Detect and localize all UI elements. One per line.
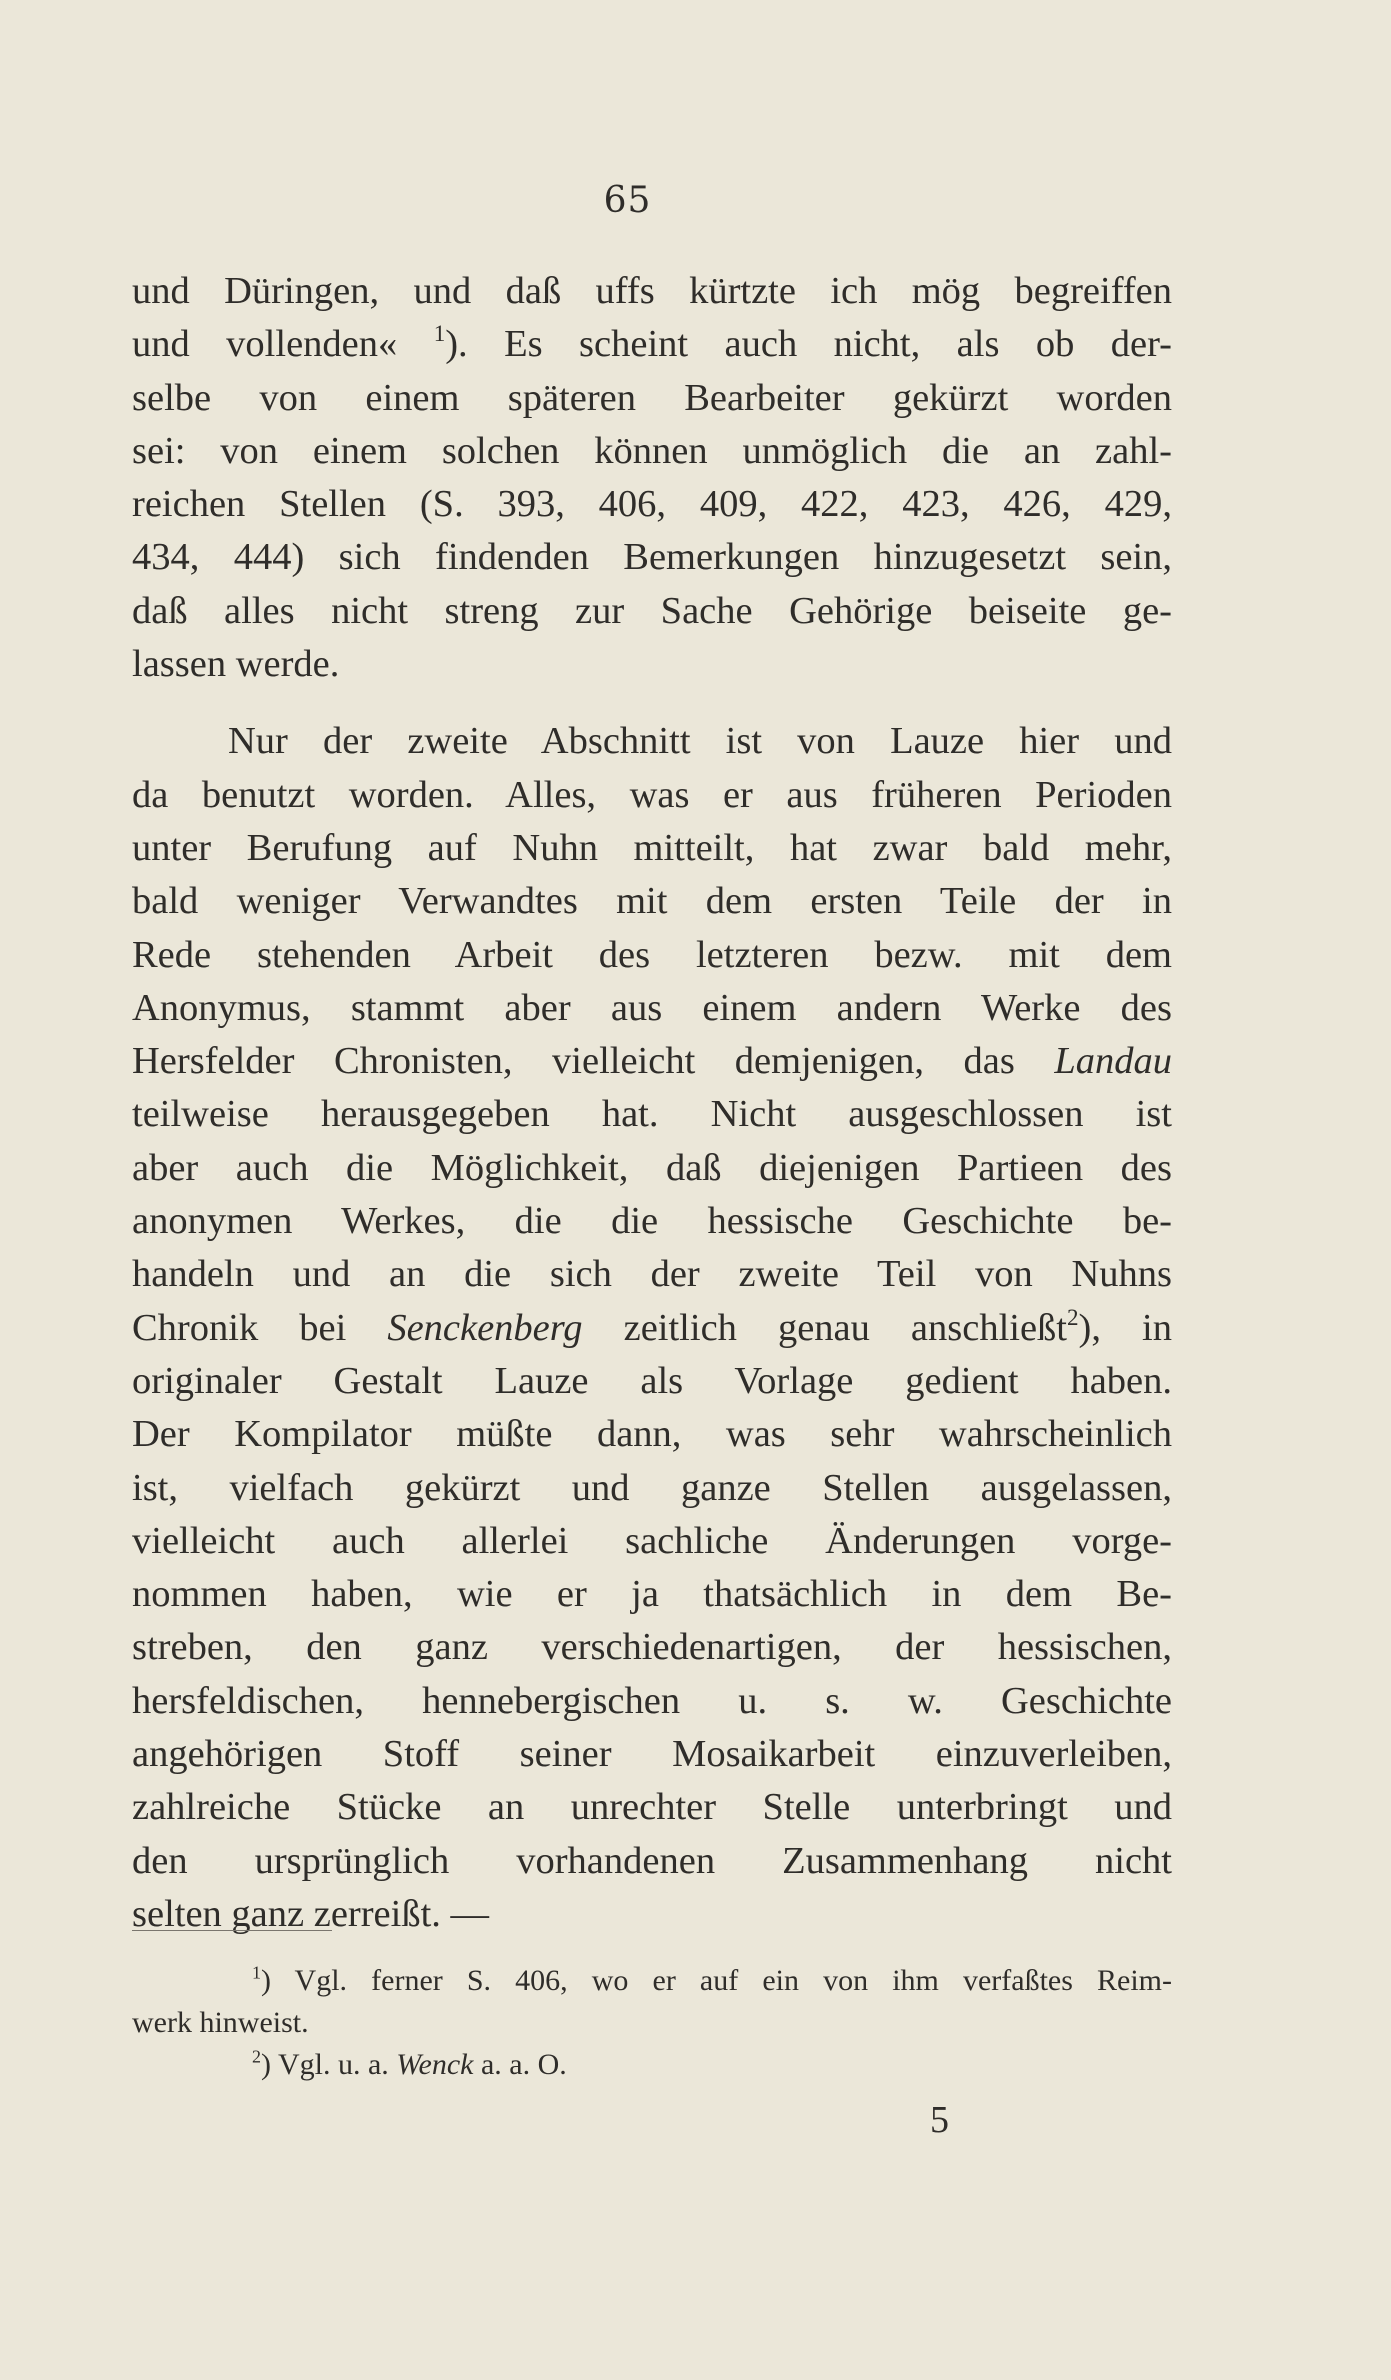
footnote-1 bbox=[132, 1960, 1172, 2002]
text-line: 434, 444) sich findenden Bemerkungen hinzugesetzt sein, bbox=[132, 536, 1172, 579]
footnote-text: a. a. O. bbox=[473, 2048, 567, 2081]
text-line: ist, vielfach gekürzt und ganze Stellen ausgelassen, bbox=[132, 1466, 1172, 1509]
footnote-mark-2: 2 bbox=[252, 2046, 261, 2067]
text-span: Hersfelder Chronisten, vielleicht demjenigen, das bbox=[132, 1040, 1055, 1083]
text-line: selbe von einem späteren Bearbeiter gekürzt worden bbox=[132, 376, 1172, 419]
paragraph-gap bbox=[132, 691, 1172, 715]
text-line bbox=[132, 318, 1172, 371]
footnote-text: ) Vgl. u. a. bbox=[261, 2048, 397, 2081]
text-line: angehörigen Stoff seiner Mosaikarbeit einzuverleiben, bbox=[132, 1733, 1172, 1776]
text-span: ), in bbox=[1078, 1306, 1172, 1349]
text-span: ). Es scheint auch nicht, als ob der- bbox=[445, 323, 1172, 366]
text-line: Der Kompilator müßte dann, was sehr wahrscheinlich bbox=[132, 1413, 1172, 1456]
text-line: zahlreiche Stücke an unrechter Stelle unterbringt und bbox=[132, 1786, 1172, 1829]
text-span: zeitlich genau anschließt bbox=[582, 1306, 1067, 1349]
text-line bbox=[132, 1035, 1172, 1088]
text-line: selten ganz zerreißt. — bbox=[132, 1892, 490, 1935]
text-line: handeln und an die sich der zweite Teil von Nuhns bbox=[132, 1253, 1172, 1296]
footnote-divider bbox=[132, 1930, 332, 1931]
text-line: den ursprünglich vorhandenen Zusammenhang nicht bbox=[132, 1839, 1172, 1882]
text-line: vielleicht auch allerlei sachliche Änderungen vorge- bbox=[132, 1519, 1172, 1562]
footnote-ref-2: 2 bbox=[1067, 1303, 1079, 1330]
text-line bbox=[132, 1302, 1172, 1355]
text-line: und Düringen, und daß uffs kürtzte ich mög begreiffen bbox=[132, 270, 1172, 312]
text-line: da benutzt worden. Alles, was er aus früheren Perioden bbox=[132, 773, 1172, 816]
text-line: reichen Stellen (S. 393, 406, 409, 422, 423, 426, 429, bbox=[132, 483, 1172, 526]
body-text bbox=[132, 265, 1172, 1941]
footnote-2 bbox=[132, 2044, 1172, 2086]
text-line: lassen werde. bbox=[132, 643, 340, 686]
italic-name: Landau bbox=[1054, 1040, 1172, 1083]
footnote-ref-1: 1 bbox=[433, 320, 446, 347]
text-line: Nur der zweite Abschnitt ist von Lauze hier und bbox=[228, 720, 1172, 763]
footnote-mark-1: 1 bbox=[252, 1962, 261, 1983]
text-line: originaler Gestalt Lauze als Vorlage gedient haben. bbox=[132, 1359, 1172, 1402]
text-line: unter Berufung auf Nuhn mitteilt, hat zwar bald mehr, bbox=[132, 826, 1172, 869]
text-line: Rede stehenden Arbeit des letzteren bezw. mit dem bbox=[132, 933, 1172, 976]
page-number: 65 bbox=[603, 180, 652, 221]
text-line: bald weniger Verwandtes mit dem ersten Teile der in bbox=[132, 880, 1172, 923]
text-span: und vollenden« bbox=[132, 323, 434, 366]
text-span: Chronik bei bbox=[132, 1306, 388, 1349]
text-line: nommen haben, wie er ja thatsächlich in dem Be- bbox=[132, 1573, 1172, 1616]
text-line: sei: von einem solchen können unmöglich die an zahl- bbox=[132, 429, 1172, 472]
text-line: daß alles nicht streng zur Sache Gehörige beiseite ge- bbox=[132, 589, 1172, 632]
italic-name: Wenck bbox=[396, 2048, 474, 2081]
footnote-1-continued: werk hinweist. bbox=[132, 2006, 309, 2039]
signature-mark: 5 bbox=[930, 2099, 949, 2141]
footnote-text: ) Vgl. ferner S. 406, wo er auf ein von ihm verfaßtes Reim- bbox=[261, 1964, 1172, 1997]
italic-name: Senckenberg bbox=[387, 1306, 583, 1349]
text-line: Anonymus, stammt aber aus einem andern Werke des bbox=[132, 986, 1172, 1029]
text-line: aber auch die Möglichkeit, daß diejenigen Partieen des bbox=[132, 1146, 1172, 1189]
text-line: streben, den ganz verschiedenartigen, der hessischen, bbox=[132, 1626, 1172, 1669]
text-line: teilweise herausgegeben hat. Nicht ausgeschlossen ist bbox=[132, 1093, 1172, 1136]
text-line: anonymen Werkes, die die hessische Geschichte be- bbox=[132, 1200, 1172, 1243]
text-line: hersfeldischen, hennebergischen u. s. w. Geschichte bbox=[132, 1679, 1172, 1722]
footnotes bbox=[132, 1960, 1172, 2086]
